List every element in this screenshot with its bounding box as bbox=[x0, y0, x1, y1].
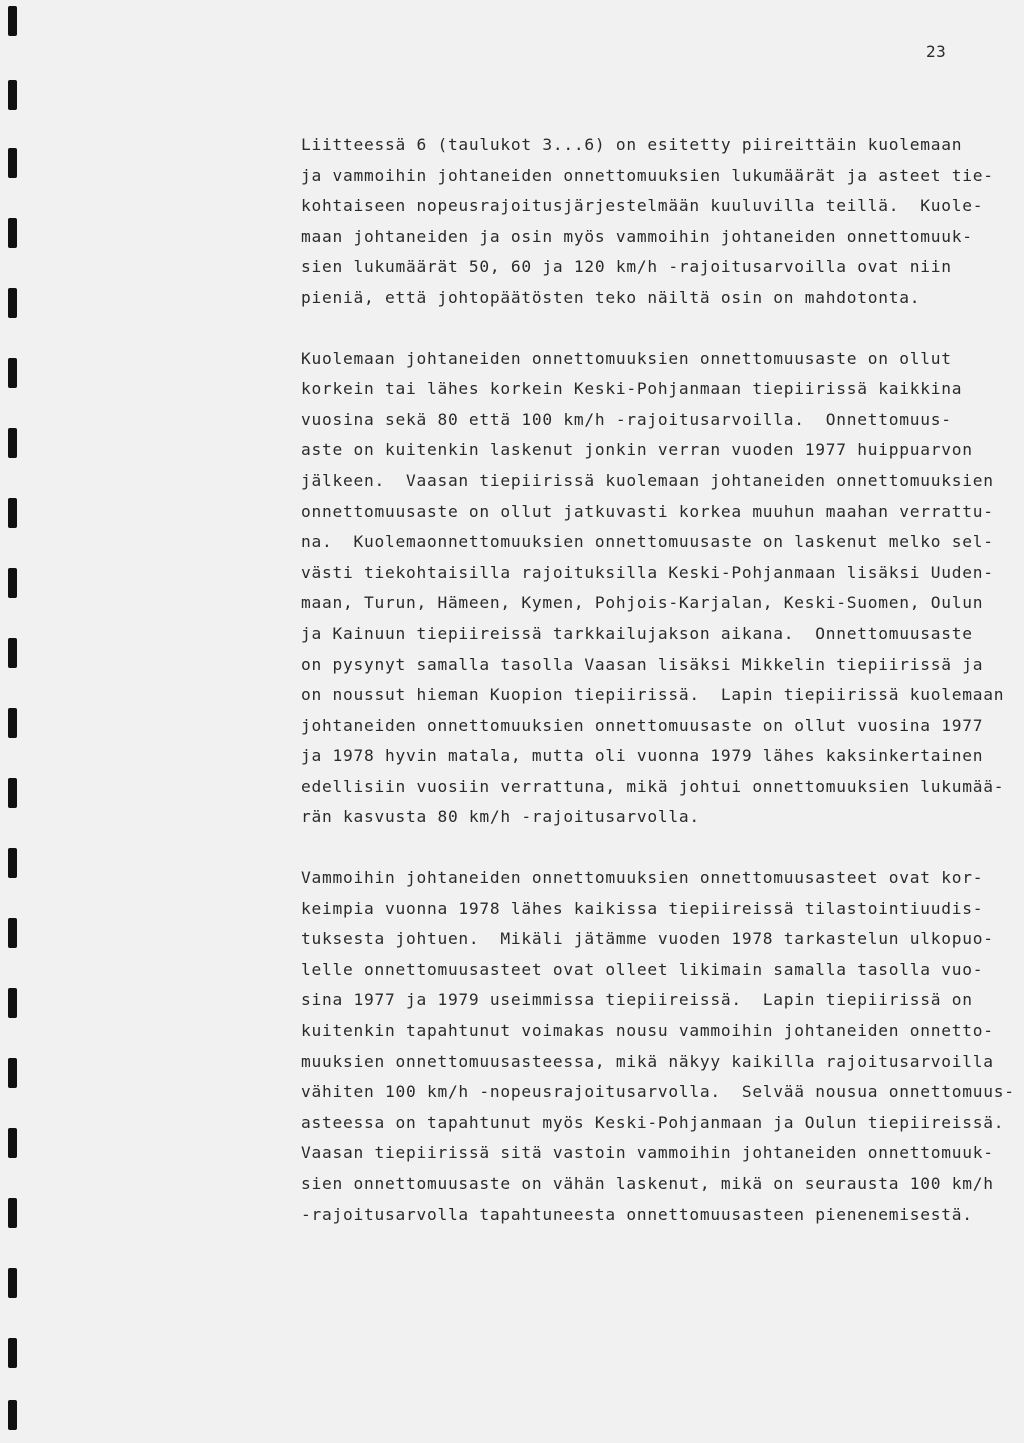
text-line: maan, Turun, Hämeen, Kymen, Pohjois-Karjalan, Keski-Suomen, Oulun bbox=[301, 593, 984, 613]
text-line: sien onnettomuusaste on vähän laskenut, mikä on seurausta 100 km/h bbox=[301, 1174, 994, 1193]
text-line: keimpia vuonna 1978 lähes kaikissa tiepiireissä tilastointiuudis- bbox=[301, 898, 984, 918]
text-line: sina 1977 ja 1979 useimmissa tiepiireissä. Lapin tiepiirissä on bbox=[301, 990, 973, 1010]
punch-hole bbox=[8, 1198, 17, 1228]
punch-hole bbox=[8, 708, 17, 738]
punch-hole bbox=[8, 638, 17, 668]
page-number: 23 bbox=[926, 42, 947, 61]
punch-hole bbox=[8, 568, 17, 598]
text-line: aste on kuitenkin laskenut jonkin verran vuoden 1977 huippuarvon bbox=[301, 440, 973, 460]
punch-hole bbox=[8, 358, 17, 388]
text-line: jälkeen. Vaasan tiepiirissä kuolemaan johtaneiden onnettomuuksien bbox=[301, 470, 994, 490]
text-line: lelle onnettomuusasteet ovat olleet likimain samalla tasolla vuo- bbox=[301, 959, 984, 979]
punch-hole bbox=[8, 1128, 17, 1158]
punch-hole bbox=[8, 778, 17, 808]
text-line: Kuolemaan johtaneiden onnettomuuksien onnettomuusaste on ollut bbox=[301, 348, 952, 368]
punch-hole bbox=[8, 428, 17, 458]
punch-hole bbox=[8, 1058, 17, 1088]
text-line: kuitenkin tapahtunut voimakas nousu vammoihin johtaneiden onnetto- bbox=[301, 1021, 994, 1041]
text-line: onnettomuusaste on ollut jatkuvasti korkea muuhun maahan verrattu- bbox=[301, 501, 994, 521]
paragraph bbox=[301, 344, 1021, 834]
paragraph bbox=[301, 130, 1021, 314]
text-line: sien lukumäärät 50, 60 ja 120 km/h -rajoitusarvoilla ovat niin bbox=[301, 257, 952, 277]
text-line: asteessa on tapahtunut myös Keski-Pohjanmaan ja Oulun tiepiireissä. bbox=[301, 1112, 1005, 1132]
text-line: edellisiin vuosiin verrattuna, mikä johtui onnettomuuksien lukumää- bbox=[301, 776, 1005, 796]
text-line: ja vammoihin johtaneiden onnettomuuksien lukumäärät ja asteet tie- bbox=[301, 165, 994, 185]
punch-hole bbox=[8, 288, 17, 318]
text-line: johtaneiden onnettomuuksien onnettomuusaste on ollut vuosina 1977 bbox=[301, 715, 984, 735]
text-line: Liitteessä 6 (taulukot 3...6) on esitetty piireittäin kuolemaan bbox=[301, 135, 963, 154]
text-line: kohtaiseen nopeusrajoitusjärjestelmään kuuluvilla teillä. Kuole- bbox=[301, 196, 984, 216]
text-line: on pysynyt samalla tasolla Vaasan lisäksi Mikkelin tiepiirissä ja bbox=[301, 654, 984, 674]
text-line: västi tiekohtaisilla rajoituksilla Keski-Pohjanmaan lisäksi Uuden- bbox=[301, 562, 994, 582]
binding-holes bbox=[0, 0, 20, 1443]
punch-hole bbox=[8, 1338, 17, 1368]
text-line: Vaasan tiepiirissä sitä vastoin vammoihin johtaneiden onnettomuuk- bbox=[301, 1143, 994, 1163]
text-line: vuosina sekä 80 että 100 km/h -rajoitusarvoilla. Onnettomuus- bbox=[301, 409, 952, 429]
punch-hole bbox=[8, 498, 17, 528]
paragraph bbox=[301, 863, 1021, 1230]
text-line: na. Kuolemaonnettomuuksien onnettomuusaste on laskenut melko sel- bbox=[301, 532, 994, 552]
text-line: on noussut hieman Kuopion tiepiirissä. Lapin tiepiirissä kuolemaan bbox=[301, 685, 1005, 705]
punch-hole bbox=[8, 148, 17, 178]
text-line: rän kasvusta 80 km/h -rajoitusarvolla. bbox=[301, 807, 700, 827]
punch-hole bbox=[8, 218, 17, 248]
punch-hole bbox=[8, 6, 17, 36]
text-line: ja 1978 hyvin matala, mutta oli vuonna 1979 lähes kaksinkertainen bbox=[301, 746, 984, 766]
text-line: korkein tai lähes korkein Keski-Pohjanmaan tiepiirissä kaikkina bbox=[301, 379, 963, 399]
text-line: pieniä, että johtopäätösten teko näiltä osin on mahdotonta. bbox=[301, 287, 921, 307]
text-line: vähiten 100 km/h -nopeusrajoitusarvolla. Selvää nousua onnettomuus- bbox=[301, 1082, 1015, 1102]
text-line: Vammoihin johtaneiden onnettomuuksien onnettomuusasteet ovat kor- bbox=[301, 868, 984, 888]
text-line: maan johtaneiden ja osin myös vammoihin johtaneiden onnettomuuk- bbox=[301, 226, 973, 246]
text-line: tuksesta johtuen. Mikäli jätämme vuoden 1978 tarkastelun ulkopuo- bbox=[301, 929, 994, 949]
body-text bbox=[301, 130, 1021, 1260]
punch-hole bbox=[8, 80, 17, 110]
punch-hole bbox=[8, 988, 17, 1018]
punch-hole bbox=[8, 848, 17, 878]
text-line: muuksien onnettomuusasteessa, mikä näkyy kaikilla rajoitusarvoilla bbox=[301, 1051, 994, 1071]
punch-hole bbox=[8, 1400, 17, 1430]
text-line: ja Kainuun tiepiireissä tarkkailujakson aikana. Onnettomuusaste bbox=[301, 623, 973, 643]
text-line: -rajoitusarvolla tapahtuneesta onnettomuusasteen pienenemisestä. bbox=[301, 1204, 973, 1224]
punch-hole bbox=[8, 1268, 17, 1298]
punch-hole bbox=[8, 918, 17, 948]
